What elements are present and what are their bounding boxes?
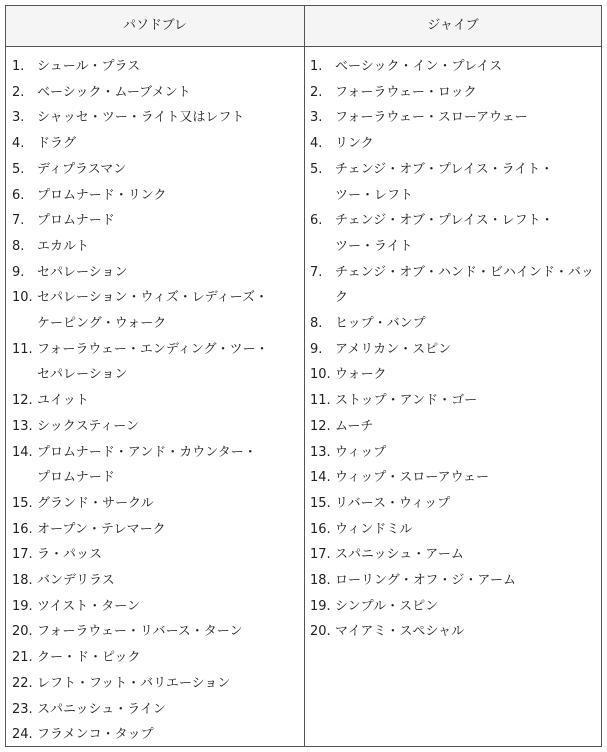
item-number: 1. [310,59,323,74]
item-number: 12. [310,418,331,434]
list-item [12,440,302,491]
item-number: 18. [310,573,331,589]
item-name: ウィンドミル [335,521,413,537]
item-name: ストップ・アンド・ゴー [335,393,478,409]
item-name: リバース・ウィップ [335,495,451,511]
column-divider [304,6,305,746]
list-item [12,491,302,517]
item-name: マイアミ・スペシャル [335,624,465,640]
list-item [12,414,302,440]
list-item [310,465,600,491]
item-name: ラ・パッス [37,547,103,563]
item-name: クー・ド・ピック [37,650,141,666]
item-number: 20. [12,624,33,640]
item-name: チェンジ・オブ・プレイス・レフト・ ツー・ライト [335,213,554,254]
figure-table [5,5,602,747]
list-item [12,697,302,723]
item-name: エカルト [37,238,90,254]
item-name: スパニッシュ・アーム [335,547,464,563]
item-name: シュール・プラス [37,59,141,74]
item-name: グランド・サークル [37,495,154,511]
pasodoble-figure-list [12,54,302,748]
item-name: チェンジ・オブ・ハンド・ビハインド・バック [335,264,594,306]
item-number: 16. [12,521,33,537]
item-number: 11. [310,393,331,409]
list-item [310,619,600,645]
item-number: 2. [12,84,25,100]
item-name: ツイスト・ターン [37,598,140,614]
item-number: 19. [12,598,33,614]
item-number: 19. [310,598,331,614]
item-number: 10. [12,290,33,306]
item-number: 20. [310,624,331,640]
item-name: シンプル・スピン [335,598,439,614]
list-item [12,542,302,568]
item-number: 14. [310,470,331,486]
list-item [12,619,302,645]
list-item [12,645,302,671]
list-item [12,208,302,234]
list-item [12,517,302,543]
item-number: 4. [310,136,323,152]
list-item [12,671,302,697]
item-name: フラメンコ・タップ [37,727,154,743]
item-name: ウィップ・スローアウェー [335,470,490,486]
list-item [310,414,600,440]
item-number: 9. [310,341,323,357]
item-number: 7. [12,213,25,229]
item-name: フォーラウェー・エンディング・ツー・ セパレーション [37,341,269,383]
item-number: 12. [12,393,33,409]
item-name: チェンジ・オブ・プレイス・ライト・ ツー・レフト [335,161,554,203]
header-pasodoble: パソドブレ [122,18,188,33]
list-item [310,337,600,363]
item-name: プロムナード [37,213,115,229]
item-name: セパレーション [37,264,128,280]
list-item [310,131,600,157]
list-item [12,183,302,209]
item-name: ベーシック・ムーブメント [37,84,191,100]
list-item [12,388,302,414]
item-number: 13. [12,418,33,434]
item-number: 7. [310,264,323,280]
item-name: プロムナード・リンク [37,187,167,203]
item-number: 24. [12,727,33,743]
item-name: ウィップ [335,444,387,460]
list-item [12,568,302,594]
list-item [12,337,302,388]
item-number: 3. [310,110,323,126]
item-number: 21. [12,650,33,666]
list-item [12,105,302,131]
list-item [12,594,302,620]
list-item [310,517,600,543]
item-number: 18. [12,573,33,589]
list-item [310,440,600,466]
list-item [12,260,302,286]
item-name: ヒップ・バンプ [335,316,426,332]
item-number: 8. [12,238,25,254]
item-number: 16. [310,521,331,537]
list-item [310,208,600,259]
item-number: 3. [12,110,25,126]
jive-figure-list [310,54,600,645]
item-name: ドラグ [37,136,77,152]
item-number: 14. [12,444,33,460]
list-item [310,157,600,208]
item-number: 6. [310,213,323,229]
list-item [310,491,600,517]
item-number: 1. [12,59,25,74]
item-name: リンク [335,136,374,152]
item-name: ウォーク [335,367,387,383]
item-number: 23. [12,701,33,717]
list-item [310,311,600,337]
item-number: 17. [310,547,331,563]
list-item [310,388,600,414]
item-name: ローリング・オフ・ジ・アーム [335,573,516,589]
item-number: 5. [12,161,25,177]
item-number: 22. [12,675,33,691]
item-name: プロムナード・アンド・カウンター・ プロムナード [37,444,257,486]
item-number: 5. [310,161,323,177]
list-item [310,542,600,568]
item-name: フォーラウェー・リバース・ターン [37,624,243,640]
list-item [310,594,600,620]
item-number: 17. [12,547,33,563]
item-name: レフト・フット・バリエーション [37,675,231,691]
header-jive: ジャイブ [427,18,479,33]
list-item [310,105,600,131]
item-name: セパレーション・ウィズ・レディーズ・ ケーピング・ウォーク [37,290,269,332]
item-number: 8. [310,316,323,332]
item-name: アメリカン・スピン [335,341,452,357]
item-number: 9. [12,264,25,280]
item-name: フォーラウェー・ロック [335,84,477,100]
list-item [12,285,302,336]
item-number: 15. [12,495,33,511]
item-number: 13. [310,444,331,460]
item-name: ディプラスマン [37,161,127,177]
item-number: 11. [12,341,33,357]
item-name: ムーチ [335,418,374,434]
item-name: バンデリラス [37,573,115,589]
list-item [310,568,600,594]
item-number: 10. [310,367,331,383]
item-number: 15. [310,495,331,511]
item-number: 6. [12,187,25,203]
item-number: 4. [12,136,25,152]
list-item [12,80,302,106]
item-name: フォーラウェー・スローアウェー [335,110,528,126]
list-item [310,54,600,80]
item-number: 2. [310,84,323,100]
item-name: シックスティーン [37,418,140,434]
list-item [310,80,600,106]
item-name: オープン・テレマーク [37,521,166,537]
list-item [310,362,600,388]
list-item [12,234,302,260]
item-name: スパニッシュ・ライン [37,701,166,717]
list-item [12,131,302,157]
list-item [12,157,302,183]
list-item [12,54,302,80]
list-item [310,260,600,311]
item-name: ユイット [37,393,89,409]
list-item [12,722,302,748]
item-name: ベーシック・イン・プレイス [335,59,503,74]
item-name: シャッセ・ツー・ライト又はレフト [37,110,245,126]
